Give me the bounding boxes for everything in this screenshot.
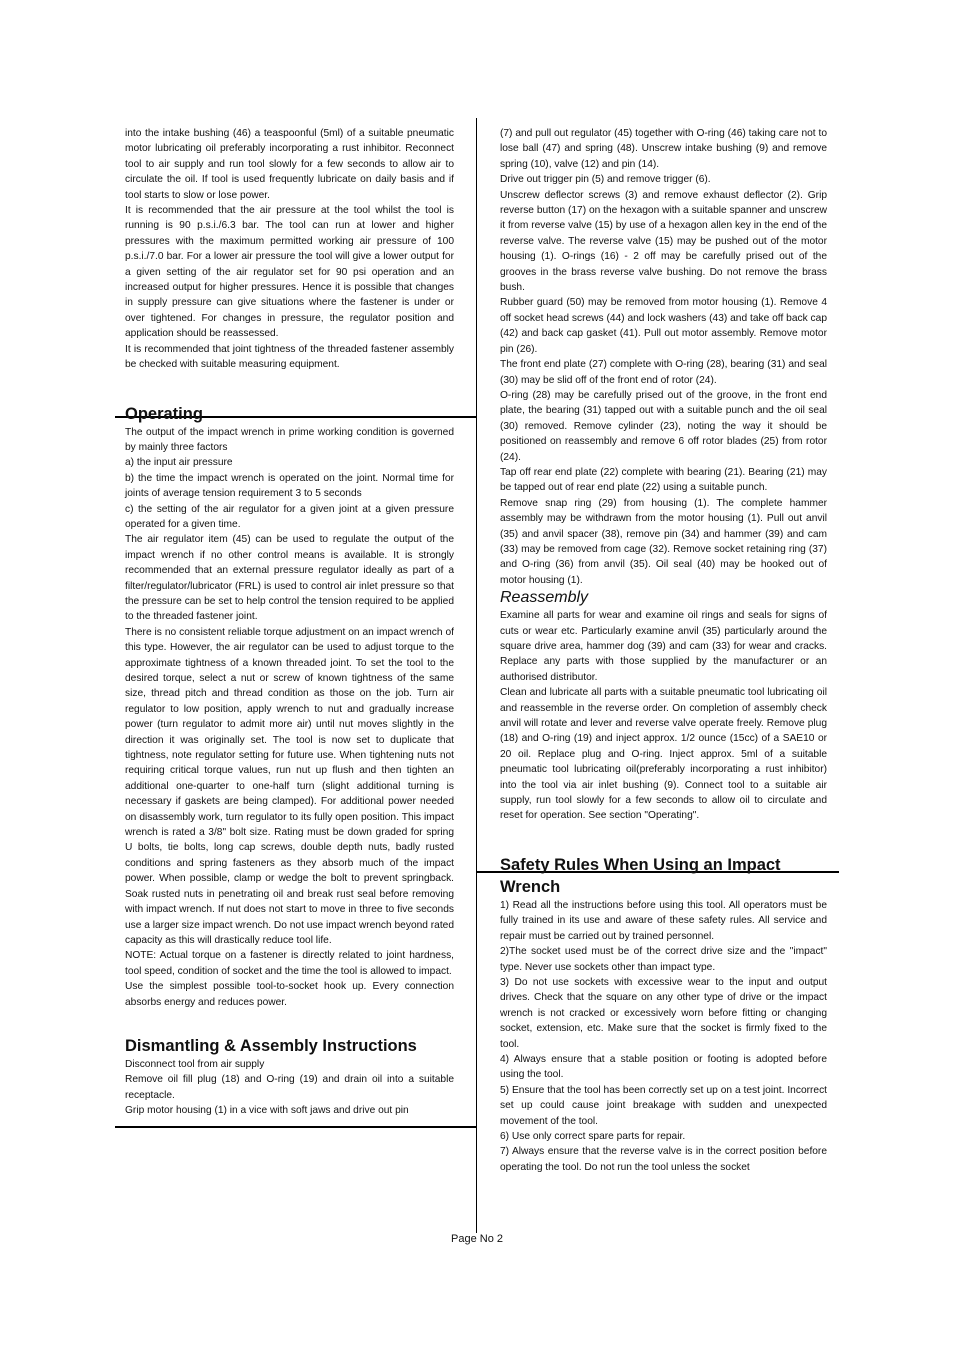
safety-heading: Safety Rules When Using an Impact Wrench [500, 855, 781, 896]
safety-rule-6: 6) Use only correct spare parts for repair. [500, 1130, 686, 1142]
dismantling-cont-para-7: Tap off rear end plate (22) complete with bearing (21). Bearing (21) may be tapped out of rear end plate (22) using a suitable punch. [500, 466, 827, 494]
dismantling-cont-para-8: Remove snap ring (29) from housing (1). The complete hammer assembly may be withdrawn from the motor housing (1). Pull out anvil (35) and anvil spacer (38), remove pin (34) and hammer (39) and cam (33) may be removed from cage (32). Remove socket retaining ring (37) and O-ring (36) from anvil (35). Oil seal (40) may be hooked out of motor housing (1). [500, 497, 827, 586]
dismantling-cont-para-2: Drive out trigger pin (5) and remove trigger (6). [500, 174, 711, 186]
reassembly-heading: Reassembly [500, 589, 589, 607]
dismantling-cont-para-3: Unscrew deflector screws (3) and remove exhaust deflector (2). Grip reverse button (17) on the hexagon with a suitable spanner and unscrew it from reverse valve (15) by use of a hexagon allen key in the end of the reverse valve. The reverse valve (15) may be pushed out of the motor housing (1). O-rings (16) - 2 off may be carefully prised out of the grooves in the brass reverse valve bushing. Do not remove the brass bush. [500, 189, 827, 294]
column-divider [476, 118, 477, 1233]
operating-para-3: b) the time the impact wrench is operated on the joint. Normal time for joints of average tension requirement 3 to 5 seconds [125, 472, 454, 500]
dismantling-para-3: Grip motor housing (1) in a vice with soft jaws and drive out pin [125, 1105, 409, 1117]
left-column [125, 126, 454, 1119]
safety-rule-7: 7) Always ensure that the reverse valve is in the correct position before operating the tool. Do not run the tool unless the socket [500, 1146, 827, 1173]
intro-para-1: into the intake bushing (46) a teaspoonful (5ml) of a suitable pneumatic motor lubricating oil preferably incorporating a rust inhibitor. Reconnect tool to air supply and run tool slowly for a few seconds to allow air to circulate the oil. If tool is used frequently lubricate on daily basis and if tool starts to slow or lose power. [125, 128, 454, 201]
operating-para-1: The output of the impact wrench in prime working condition is governed by mainly three factors [125, 426, 454, 453]
reassembly-para-1: Examine all parts for wear and examine oil rings and seals for signs of cuts or wear etc. Particularly examine anvil (35) particularly around the square drive area, hammer dog (39) and cam (33) for wear and cracks. Replace any parts with those supplied by the manufacturer or an authorised distributor. [500, 610, 827, 683]
intro-para-2: It is recommended that the air pressure at the tool whilst the tool is running is 90 p.s.i./6.3 bar. The tool can run at lower and higher pressures with the maximum permitted working air pressure of 100 p.s.i./7.0 bar. For a lower air pressure the tool will give a lower output for a given setting of the air regulator set for 90 psi operation and an increased output for higher pressures. Hence it is possible that changes in supply pressure can give situations where the fastener is under or over tightened. For changes in pressure, the regulator position and application should be reassessed. [125, 205, 454, 340]
dismantling-para-1: Disconnect tool from air supply [125, 1058, 265, 1070]
operating-para-4: c) the setting of the air regulator for a given joint at a given pressure operated for a given time. [125, 503, 454, 530]
dismantling-heading: Dismantling & Assembly Instructions [125, 1036, 417, 1055]
operating-heading: Operating [125, 404, 203, 423]
dismantling-para-2: Remove oil fill plug (18) and O-ring (19) and drain oil into a suitable receptacle. [125, 1074, 454, 1101]
operating-para-2: a) the input air pressure [125, 457, 233, 469]
dismantling-cont-para-6: O-ring (28) may be carefully prised out of the groove, in the front end plate, the bearing (31) tapped out with a suitable punch and the oil seal (30) removed. Remove cylinder (23), noting the way it should be positioned on reassembly and remove 6 off rotor blades (25) from rotor (24). [500, 389, 827, 463]
safety-rule-2: 2)The socket used must be of the correct drive size and the "impact" type. Never use sockets other than impact type. [500, 946, 827, 973]
operating-para-8: Use the simplest possible tool-to-socket hook up. Every connection absorbs energy and reduces power. [125, 981, 454, 1008]
dismantling-cont-para-1: (7) and pull out regulator (45) together with O-ring (46) taking care not to lose ball (47) and spring (48). Unscrew intake bushing (9) and remove spring (10), valve (12) and pin (14). [500, 128, 827, 170]
right-column [500, 126, 827, 1175]
operating-note: NOTE: Actual torque on a fastener is directly related to joint hardness, tool speed, condition of socket and the time the tool is allowed to impact. [125, 950, 454, 977]
dismantling-cont-para-5: The front end plate (27) complete with O-ring (28), bearing (31) and seal (30) may be slid off of the front end of rotor (24). [500, 359, 827, 386]
page-number: Page No 2 [451, 1233, 503, 1245]
operating-para-6: There is no consistent reliable torque adjustment on an impact wrench of this type. However, the air regulator can be used to adjust torque to the approximate tightness of a known threaded joint. To set the tool to the desired torque, select a nut or screw of known tightness of the same size, thread pitch and thread condition as those on the job. Turn air regulator to low position, apply wrench to nut and gradually increase power (turn regulator to admit more air) until nut moves slightly in the direction it was originally set. The tool is now set to duplicate that tightness, note regulator setting for future use. When tightening nuts not requiring critical torque values, run nut up flush and then tighten an additional one-quarter to one-half turn (slight additional turning is necessary if gaskets are being clamped). For additional power needed on disassembly work, turn regulator to its fully open position. This impact wrench is rated a 3/8" bolt size. Rating must be down graded for spring U bolts, tie bolts, long cap screws, double depth nuts, badly rusted conditions and spring fasteners as they absorb much of the impact power. When possible, clamp or wedge the bolt to prevent springback. Soak rusted nuts in penetrating oil and break rust seal before removing with impact wrench. If nut does not start to move in three to five seconds use a larger size impact wrench. Do not use impact wrench beyond rated capacity as this will drastically reduce tool life. [125, 626, 454, 946]
operating-para-5: The air regulator item (45) can be used to regulate the output of the impact wrench if no other control means is available. It is strongly recommended that an external pressure regulator ideally as part of a filter/regulator/lubricator (FRL) is used to control air inlet pressure so that the pressure can be set to help control the tension required to be applied to the threaded fastener joint. [125, 534, 454, 623]
dismantling-cont-para-4: Rubber guard (50) may be removed from motor housing (1). Remove 4 off socket head screws (44) and lock washers (43) and take off back cap (42) and back cap gasket (41). Pull out motor assembly. Remove motor pin (26). [500, 297, 827, 355]
reassembly-para-2: Clean and lubricate all parts with a suitable pneumatic tool lubricating oil and reassemble in the reverse order. On completion of assembly check anvil will rotate and lever and reverse valve operate freely. Remove plug (18) and O-ring (19) and inject approx. 1/2 ounce (15cc) of a SAE10 or 20 oil. Replace plug and O-ring. Inject approx. 5ml of a suitable pneumatic tool lubricating oil(preferably incorporating a rust inhibitor) into the tool via air inlet bushing (9). Connect tool to a suitable air supply, run tool slowly for a few seconds to allow oil to circulate and reset for operation. See section "Operating". [500, 687, 827, 822]
safety-rule-5: 5) Ensure that the tool has been correctly set up on a test joint. Incorrect set up could cause joint breakage with sudden and unexpected movement of the tool. [500, 1084, 827, 1127]
intro-para-3: It is recommended that joint tightness of the threaded fastener assembly be checked with suitable measuring equipment. [125, 343, 454, 371]
section-divider-dismantling [115, 1126, 476, 1128]
safety-rule-3: 3) Do not use sockets with excessive wear to the input and output drives. Check that the square on any other type of drive or the impact wrench is not cracked or excessively worn before fitting or changing socket, extension, etc. Make sure that the socket is firmly fixed to the tool. [500, 976, 827, 1050]
safety-rule-1: 1) Read all the instructions before using this tool. All operators must be fully trained in its use and aware of these safety rules. All service and repair must be carried out by trained personnel. [500, 899, 827, 942]
safety-rule-4: 4) Always ensure that a stable position or footing is adopted before using the tool. [500, 1053, 827, 1081]
